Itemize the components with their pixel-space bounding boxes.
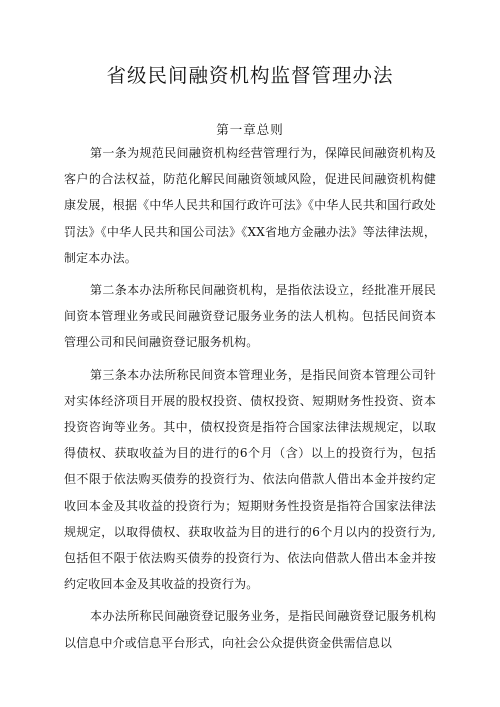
article-1-paragraph: 第一条为规范民间融资机构经营管理行为，保障民间融资机构及客户的合法权益，防范化解民间融资领域风险，促进民间融资机构健康发展，根据《中华人民共和国行政许可法》《中华人民共和国行政处罚法》《中华人民共和国公司法》《XX省地方金融办法》等法律法规，制定本办法。 [64, 146, 436, 265]
document-body [64, 140, 436, 660]
article-3-continuation-paragraph: 本办法所称民间融资登记服务业务，是指民间融资登记服务机构以信息中介或信息平台形式，向社会公众提供资金供需信息以 [64, 609, 436, 650]
article-2-paragraph: 第二条本办法所称民间融资机构，是指依法设立，经批准开展民间资本管理业务或民间融资登记服务业务的法人机构。包括民间资本管理公司和民间融资登记服务机构。 [64, 283, 436, 350]
article-3-paragraph: 第三条本办法所称民间资本管理业务，是指民间资本管理公司针对实体经济项目开展的股权投资、债权投资、短期财务性投资、资本投资咨询等业务。其中，债权投资是指符合国家法律法规规定，以取得债权、获取收益为目的进行的6个月（含）以上的投资行为，包括但不限于依法购买债券的投资行为、依法向借款人借出本金并按约定收回本金及其收益的投资行为；短期财务性投资是指符合国家法律法规规定，以取得债权、获取收益为目的进行的6个月以内的投资行为,包括但不限于依法购买债券的投资行为、依法向借款人借出本金并按约定收回本金及其收益的投资行为。 [64, 367, 436, 592]
document-title: 省级民间融资机构监督管理办法 [106, 64, 394, 87]
chapter-heading: 第一章总则 [216, 122, 284, 137]
